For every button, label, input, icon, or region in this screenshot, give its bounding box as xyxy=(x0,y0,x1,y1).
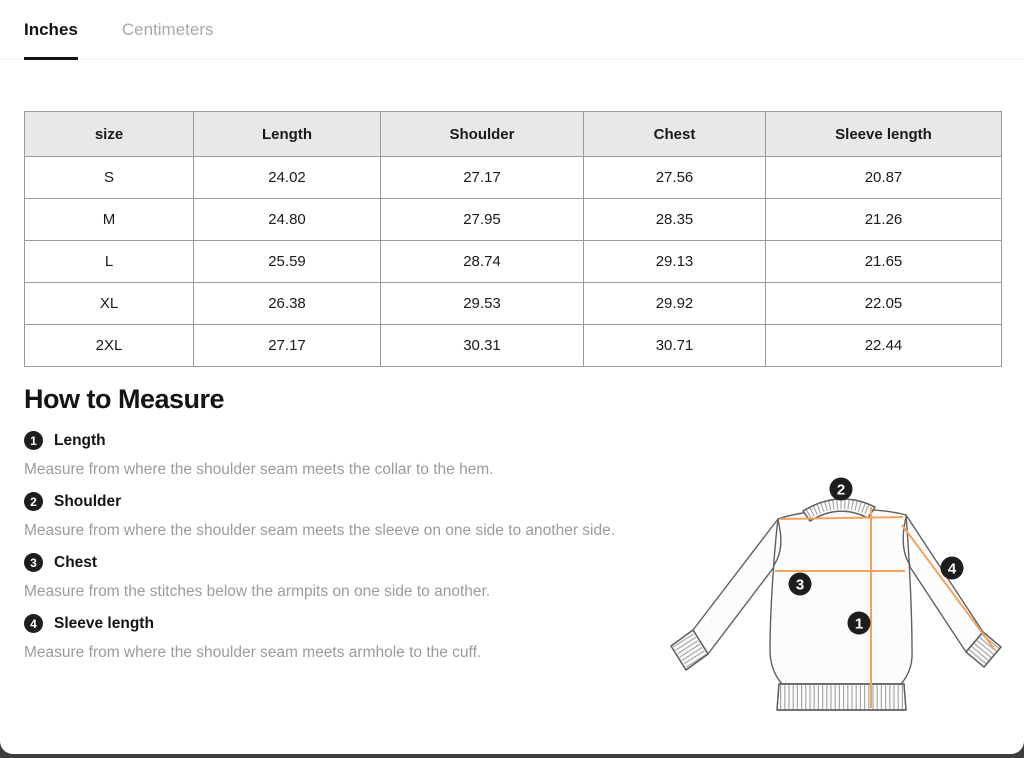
cell-sleeve: 20.87 xyxy=(766,157,1002,199)
svg-text:4: 4 xyxy=(947,560,957,578)
measure-item-length xyxy=(24,431,664,480)
sweater-body xyxy=(770,509,912,684)
table-row-l xyxy=(25,241,1002,283)
size-table-header-row xyxy=(25,112,1002,157)
cell-shoulder: 29.53 xyxy=(381,283,584,325)
table-row-xl xyxy=(25,283,1002,325)
cell-length: 27.17 xyxy=(194,325,381,367)
tab-inches[interactable]: Inches xyxy=(24,18,78,60)
header-cell-length: Length xyxy=(194,112,381,157)
diagram-marker-2 xyxy=(830,478,853,501)
cell-size: S xyxy=(25,157,194,199)
how-to-measure-section xyxy=(0,384,1024,663)
measure-item-description: Measure from where the shoulder seam meets the collar to the hem. xyxy=(24,461,494,478)
measure-item-description: Measure from the stitches below the armpits on one side to another. xyxy=(24,583,491,600)
number-badge-1: 1 xyxy=(24,431,43,450)
header-cell-size: size xyxy=(25,112,194,157)
sweater-illustration-svg xyxy=(648,462,1024,754)
cell-chest: 29.92 xyxy=(584,283,766,325)
cell-shoulder: 28.74 xyxy=(381,241,584,283)
header-cell-chest: Chest xyxy=(584,112,766,157)
cell-chest: 29.13 xyxy=(584,241,766,283)
measure-item-shoulder xyxy=(24,492,664,541)
diagram-marker-4 xyxy=(941,557,964,580)
diagram-marker-3 xyxy=(789,573,812,596)
cell-size: XL xyxy=(25,283,194,325)
sweater-left-sleeve xyxy=(693,519,779,654)
measure-item-label: Shoulder xyxy=(54,492,122,510)
cell-size: L xyxy=(25,241,194,283)
section-title: How to Measure xyxy=(24,384,225,414)
cell-shoulder: 30.31 xyxy=(381,325,584,367)
header-cell-shoulder: Shoulder xyxy=(381,112,584,157)
cell-sleeve: 22.44 xyxy=(766,325,1002,367)
measure-item-sleeve-length xyxy=(24,614,664,663)
sleeve-measure-line xyxy=(902,525,995,650)
measure-item-label: Chest xyxy=(54,553,98,571)
sweater-hem xyxy=(777,684,906,710)
diagram-marker-1 xyxy=(848,612,871,635)
number-badge-4: 4 xyxy=(24,614,43,633)
svg-text:3: 3 xyxy=(795,576,805,594)
size-table xyxy=(24,111,1002,367)
table-row-s xyxy=(25,157,1002,199)
measure-item-description: Measure from where the shoulder seam meets the sleeve on one side to another side. xyxy=(24,522,616,539)
cell-chest: 28.35 xyxy=(584,199,766,241)
header-cell-sleeve-length: Sleeve length xyxy=(766,112,1002,157)
cell-shoulder: 27.95 xyxy=(381,199,584,241)
sweater-diagram xyxy=(648,462,1024,754)
tab-centimeters[interactable]: Centimeters xyxy=(121,20,214,39)
cell-size: 2XL xyxy=(25,325,194,367)
measure-item-description: Measure from where the shoulder seam meets armhole to the cuff. xyxy=(24,644,482,661)
cell-length: 24.02 xyxy=(194,157,381,199)
measure-item-chest xyxy=(24,553,664,602)
cell-sleeve: 21.65 xyxy=(766,241,1002,283)
svg-text:1: 1 xyxy=(854,615,864,633)
measure-item-label: Length xyxy=(54,431,106,449)
cell-sleeve: 21.26 xyxy=(766,199,1002,241)
cell-length: 24.80 xyxy=(194,199,381,241)
cell-size: M xyxy=(25,199,194,241)
sweater-right-sleeve xyxy=(905,515,983,652)
svg-text:2: 2 xyxy=(836,481,846,499)
cell-length: 25.59 xyxy=(194,241,381,283)
table-row-m xyxy=(25,199,1002,241)
cell-length: 26.38 xyxy=(194,283,381,325)
cell-shoulder: 27.17 xyxy=(381,157,584,199)
number-badge-2: 2 xyxy=(24,492,43,511)
cell-chest: 27.56 xyxy=(584,157,766,199)
cell-chest: 30.71 xyxy=(584,325,766,367)
number-badge-3: 3 xyxy=(24,553,43,572)
cell-sleeve: 22.05 xyxy=(766,283,1002,325)
unit-tab-bar xyxy=(0,0,1024,60)
measure-item-label: Sleeve length xyxy=(54,614,154,632)
table-row-2xl xyxy=(25,325,1002,367)
